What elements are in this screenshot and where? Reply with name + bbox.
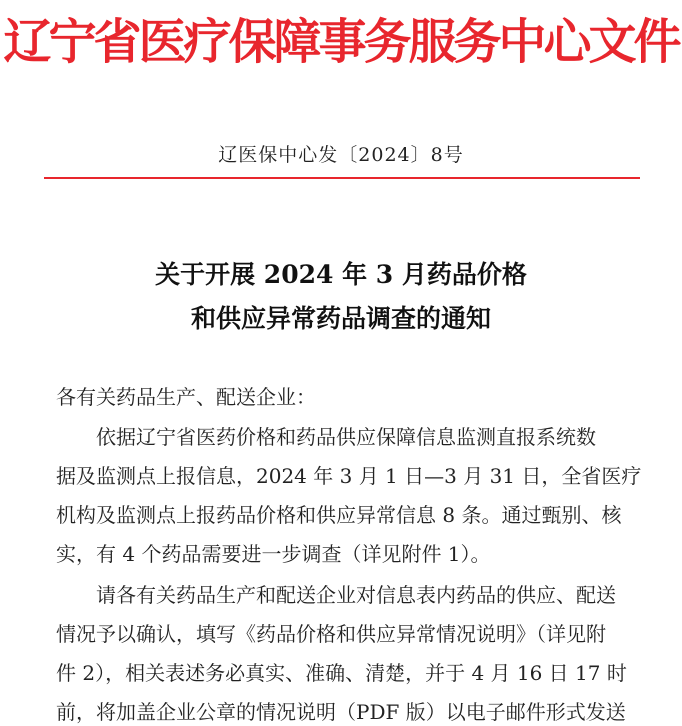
body-line-4: 实，有 4 个药品需要进一步调查（详见附件 1）。	[56, 542, 491, 566]
notice-title-line-2: 和供应异常药品调查的通知	[190, 304, 491, 333]
red-separator-line	[44, 177, 640, 179]
body-line-7: 件 2），相关表述务必真实、准确、清楚，并于 4 月 16 日 17 时	[56, 661, 627, 685]
body-line-1: 依据辽宁省医药价格和药品供应保障信息监测直报系统数	[96, 425, 596, 449]
body-line-8: 前，将加盖企业公章的情况说明（PDF 版）以电子邮件形式发送	[56, 700, 626, 724]
body-line-5: 请各有关药品生产和配送企业对信息表内药品的供应、配送	[96, 583, 616, 607]
salutation: 各有关药品生产、配送企业：	[56, 385, 316, 409]
masthead-title: 辽宁省医疗保障事务服务中心文件	[3, 14, 679, 70]
document-number: 辽医保中心发〔2024〕8号	[218, 144, 464, 166]
body-line-6: 情况予以确认，填写《药品价格和供应异常情况说明》（详见附	[56, 622, 606, 646]
body-line-2: 据及监测点上报信息，2024 年 3 月 1 日—3 月 31 日，全省医疗	[56, 464, 642, 488]
notice-title-line-1: 关于开展 2024 年 3 月药品价格	[155, 260, 527, 289]
body-line-3: 机构及监测点上报药品价格和供应异常信息 8 条。通过甄别、核	[56, 503, 622, 527]
